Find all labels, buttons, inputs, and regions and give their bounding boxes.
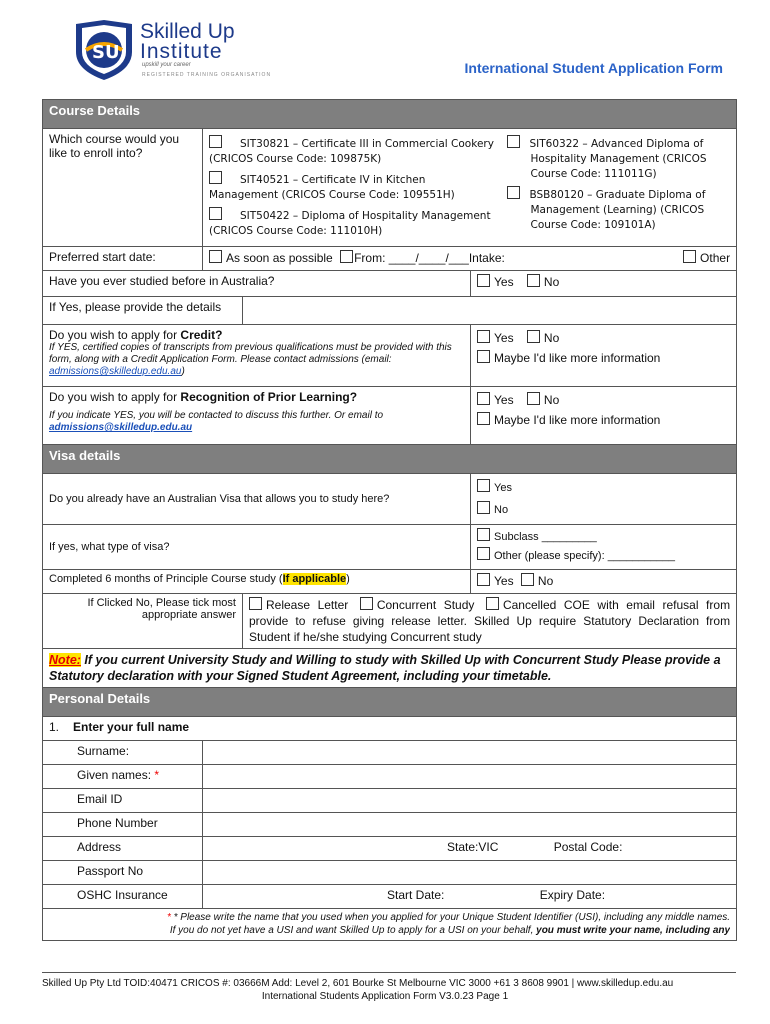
checkbox[interactable] xyxy=(507,135,520,148)
rpl-question: Recognition of Prior Learning? xyxy=(180,390,358,404)
checkbox-from[interactable] xyxy=(340,250,353,263)
checkbox-yes[interactable] xyxy=(477,330,490,343)
rpl-question-cell: Do you wish to apply for Recognition of Prior Learning? If you indicate YES, you will be contacted to discuss this further. Or email to admissions@skilledup.edu.au xyxy=(43,387,471,445)
oshc-label: OSHC Insurance xyxy=(43,885,203,909)
section-visa-details: Visa details xyxy=(43,445,737,474)
logo-tagline: upskill your career xyxy=(142,62,191,68)
checkbox-no[interactable] xyxy=(527,392,540,405)
visa-type-answer: Subclass _________ Other (please specify): ___________ xyxy=(471,525,737,570)
footer-divider xyxy=(42,972,736,973)
checkbox-subclass[interactable] xyxy=(477,528,490,541)
rpl-email-link[interactable]: admissions@skilledup.edu.au xyxy=(49,422,193,433)
given-names-input[interactable] xyxy=(203,765,737,789)
course-option[interactable]: SIT50422 – Diploma of Hospitality Management (CRICOS Course Code: 111010H) xyxy=(209,207,495,239)
checkbox-concurrent[interactable] xyxy=(360,597,373,610)
checkbox-maybe[interactable] xyxy=(477,412,490,425)
checkbox-no[interactable] xyxy=(521,573,534,586)
section-course-details: Course Details xyxy=(43,100,737,129)
checkbox[interactable] xyxy=(209,171,222,184)
principle-study-answer: Yes No xyxy=(471,570,737,594)
svg-text:SU: SU xyxy=(92,42,120,63)
checkbox-no[interactable] xyxy=(477,501,490,514)
checkbox-cancelled-coe[interactable] xyxy=(486,597,499,610)
passport-input[interactable] xyxy=(203,861,737,885)
passport-label: Passport No xyxy=(43,861,203,885)
start-from-field[interactable]: From: ____/____/___Intake: xyxy=(354,251,505,265)
phone-label: Phone Number xyxy=(43,813,203,837)
surname-input[interactable] xyxy=(203,741,737,765)
checkbox-maybe[interactable] xyxy=(477,350,490,363)
checkbox-yes[interactable] xyxy=(477,392,490,405)
course-options-left xyxy=(203,129,501,247)
address-input[interactable]: State:VIC Postal Code: xyxy=(203,837,737,861)
studied-answer: Yes No xyxy=(471,271,737,297)
credit-question: Credit? xyxy=(180,328,223,342)
studied-question: Have you ever studied before in Australia? xyxy=(43,271,471,297)
course-option[interactable]: BSB80120 – Graduate Diploma of Management (Learning) (CRICOS Course Code: 109101A) xyxy=(507,186,731,233)
footer-page-info: International Students Application Form V3.0.23 Page 1 xyxy=(261,991,509,1002)
credit-question-cell: Do you wish to apply for Credit? If YES, certified copies of transcripts from previous qualifications must be provided with this form, along with a Credit Application Form. Please contact admissions (email: admissions@skilledup.edu.au) xyxy=(43,325,471,387)
usi-footnote: * * Please write the name that you used when you applied for your Unique Student Identifier (USI), including any middle names. If you do not yet have a USI and want Skilled Up to apply for a USI on your behalf, you must write your name, including any xyxy=(43,909,737,941)
checkbox[interactable] xyxy=(209,207,222,220)
phone-input[interactable] xyxy=(203,813,737,837)
form-title: International Student Application Form xyxy=(464,60,723,76)
email-label: Email ID xyxy=(43,789,203,813)
start-date-label: Preferred start date: xyxy=(43,247,203,271)
course-question: Which course would you like to enroll into? xyxy=(43,129,203,247)
course-option[interactable]: SIT60322 – Advanced Diploma of Hospitality Management (CRICOS Course Code: 111011G) xyxy=(507,135,731,182)
details-label: If Yes, please provide the details xyxy=(43,297,243,325)
checkbox[interactable] xyxy=(209,135,222,148)
course-option[interactable]: SIT30821 – Certificate III in Commercial Cookery (CRICOS Course Code: 109875K) xyxy=(209,135,495,167)
checkbox[interactable] xyxy=(507,186,520,199)
rpl-note: If you indicate YES, you will be contacted to discuss this further. Or email to admissions@skilledup.edu.au xyxy=(49,410,384,433)
checkbox-other[interactable] xyxy=(477,547,490,560)
address-label: Address xyxy=(43,837,203,861)
visa-type-question: If yes, what type of visa? xyxy=(43,525,471,570)
checkbox-no[interactable] xyxy=(527,330,540,343)
checkbox-release-letter[interactable] xyxy=(249,597,262,610)
checkbox-other[interactable] xyxy=(683,250,696,263)
credit-note: If YES, certified copies of transcripts from previous qualifications must be provided with this form, along with a Credit Application Form. Please contact admissions (email: admissions@skilledup.edu.au) xyxy=(49,342,452,377)
surname-label: Surname: xyxy=(43,741,203,765)
checkbox-yes[interactable] xyxy=(477,274,490,287)
rpl-answer: Yes No Maybe I'd like more information xyxy=(471,387,737,445)
email-input[interactable] xyxy=(203,789,737,813)
logo-name-line2: Institute xyxy=(140,40,223,63)
checkbox-yes[interactable] xyxy=(477,479,490,492)
credit-answer: Yes No Maybe I'd like more information xyxy=(471,325,737,387)
start-date-options: As soon as possible From: ____/____/___Intake: Other xyxy=(203,247,737,271)
given-names-label: Given names: * xyxy=(43,765,203,789)
course-options-right xyxy=(501,129,737,247)
full-name-heading: 1. Enter your full name xyxy=(43,717,737,741)
principle-study-question: Completed 6 months of Principle Course study (If applicable) xyxy=(43,570,471,594)
logo-subtag: REGISTERED TRAINING ORGANISATION xyxy=(142,72,272,78)
oshc-input[interactable]: Start Date: Expiry Date: xyxy=(203,885,737,909)
checkbox-no[interactable] xyxy=(527,274,540,287)
credit-email-link[interactable]: admissions@skilledup.edu.au xyxy=(49,366,182,377)
details-input[interactable] xyxy=(243,297,737,325)
section-personal-details: Personal Details xyxy=(43,688,737,717)
clicked-no-label: If Clicked No, Please tick most appropriate answer xyxy=(43,594,243,649)
course-option[interactable]: SIT40521 – Certificate IV in Kitchen Management (CRICOS Course Code: 109551H) xyxy=(209,171,495,203)
visa-question: Do you already have an Australian Visa that allows you to study here? xyxy=(43,474,471,525)
concurrent-note: Note: If you current University Study and Willing to study with Skilled Up with Concurrent Study Please provide a Statutory declaration with your Signed Student Agreement, including your timetable. xyxy=(43,649,737,688)
clicked-no-options: Release Letter Concurrent Study Cancelled COE with email refusal from provide to refuse giving release letter. Skilled Up require Statutory Declaration from Student if he/she studying Concurrent study xyxy=(243,594,737,649)
checkbox-asap[interactable] xyxy=(209,250,222,263)
application-form xyxy=(42,99,737,941)
visa-answer: Yes No xyxy=(471,474,737,525)
logo-name-line1: Skilled Up xyxy=(140,20,235,43)
checkbox-yes[interactable] xyxy=(477,573,490,586)
footer-company-info: Skilled Up Pty Ltd TOID:40471 CRICOS #: 03666M Add: Level 2, 601 Bourke St Melbourne VIC 3000 +61 3 8608 9901 | www.skilledup.edu.au xyxy=(42,978,674,989)
